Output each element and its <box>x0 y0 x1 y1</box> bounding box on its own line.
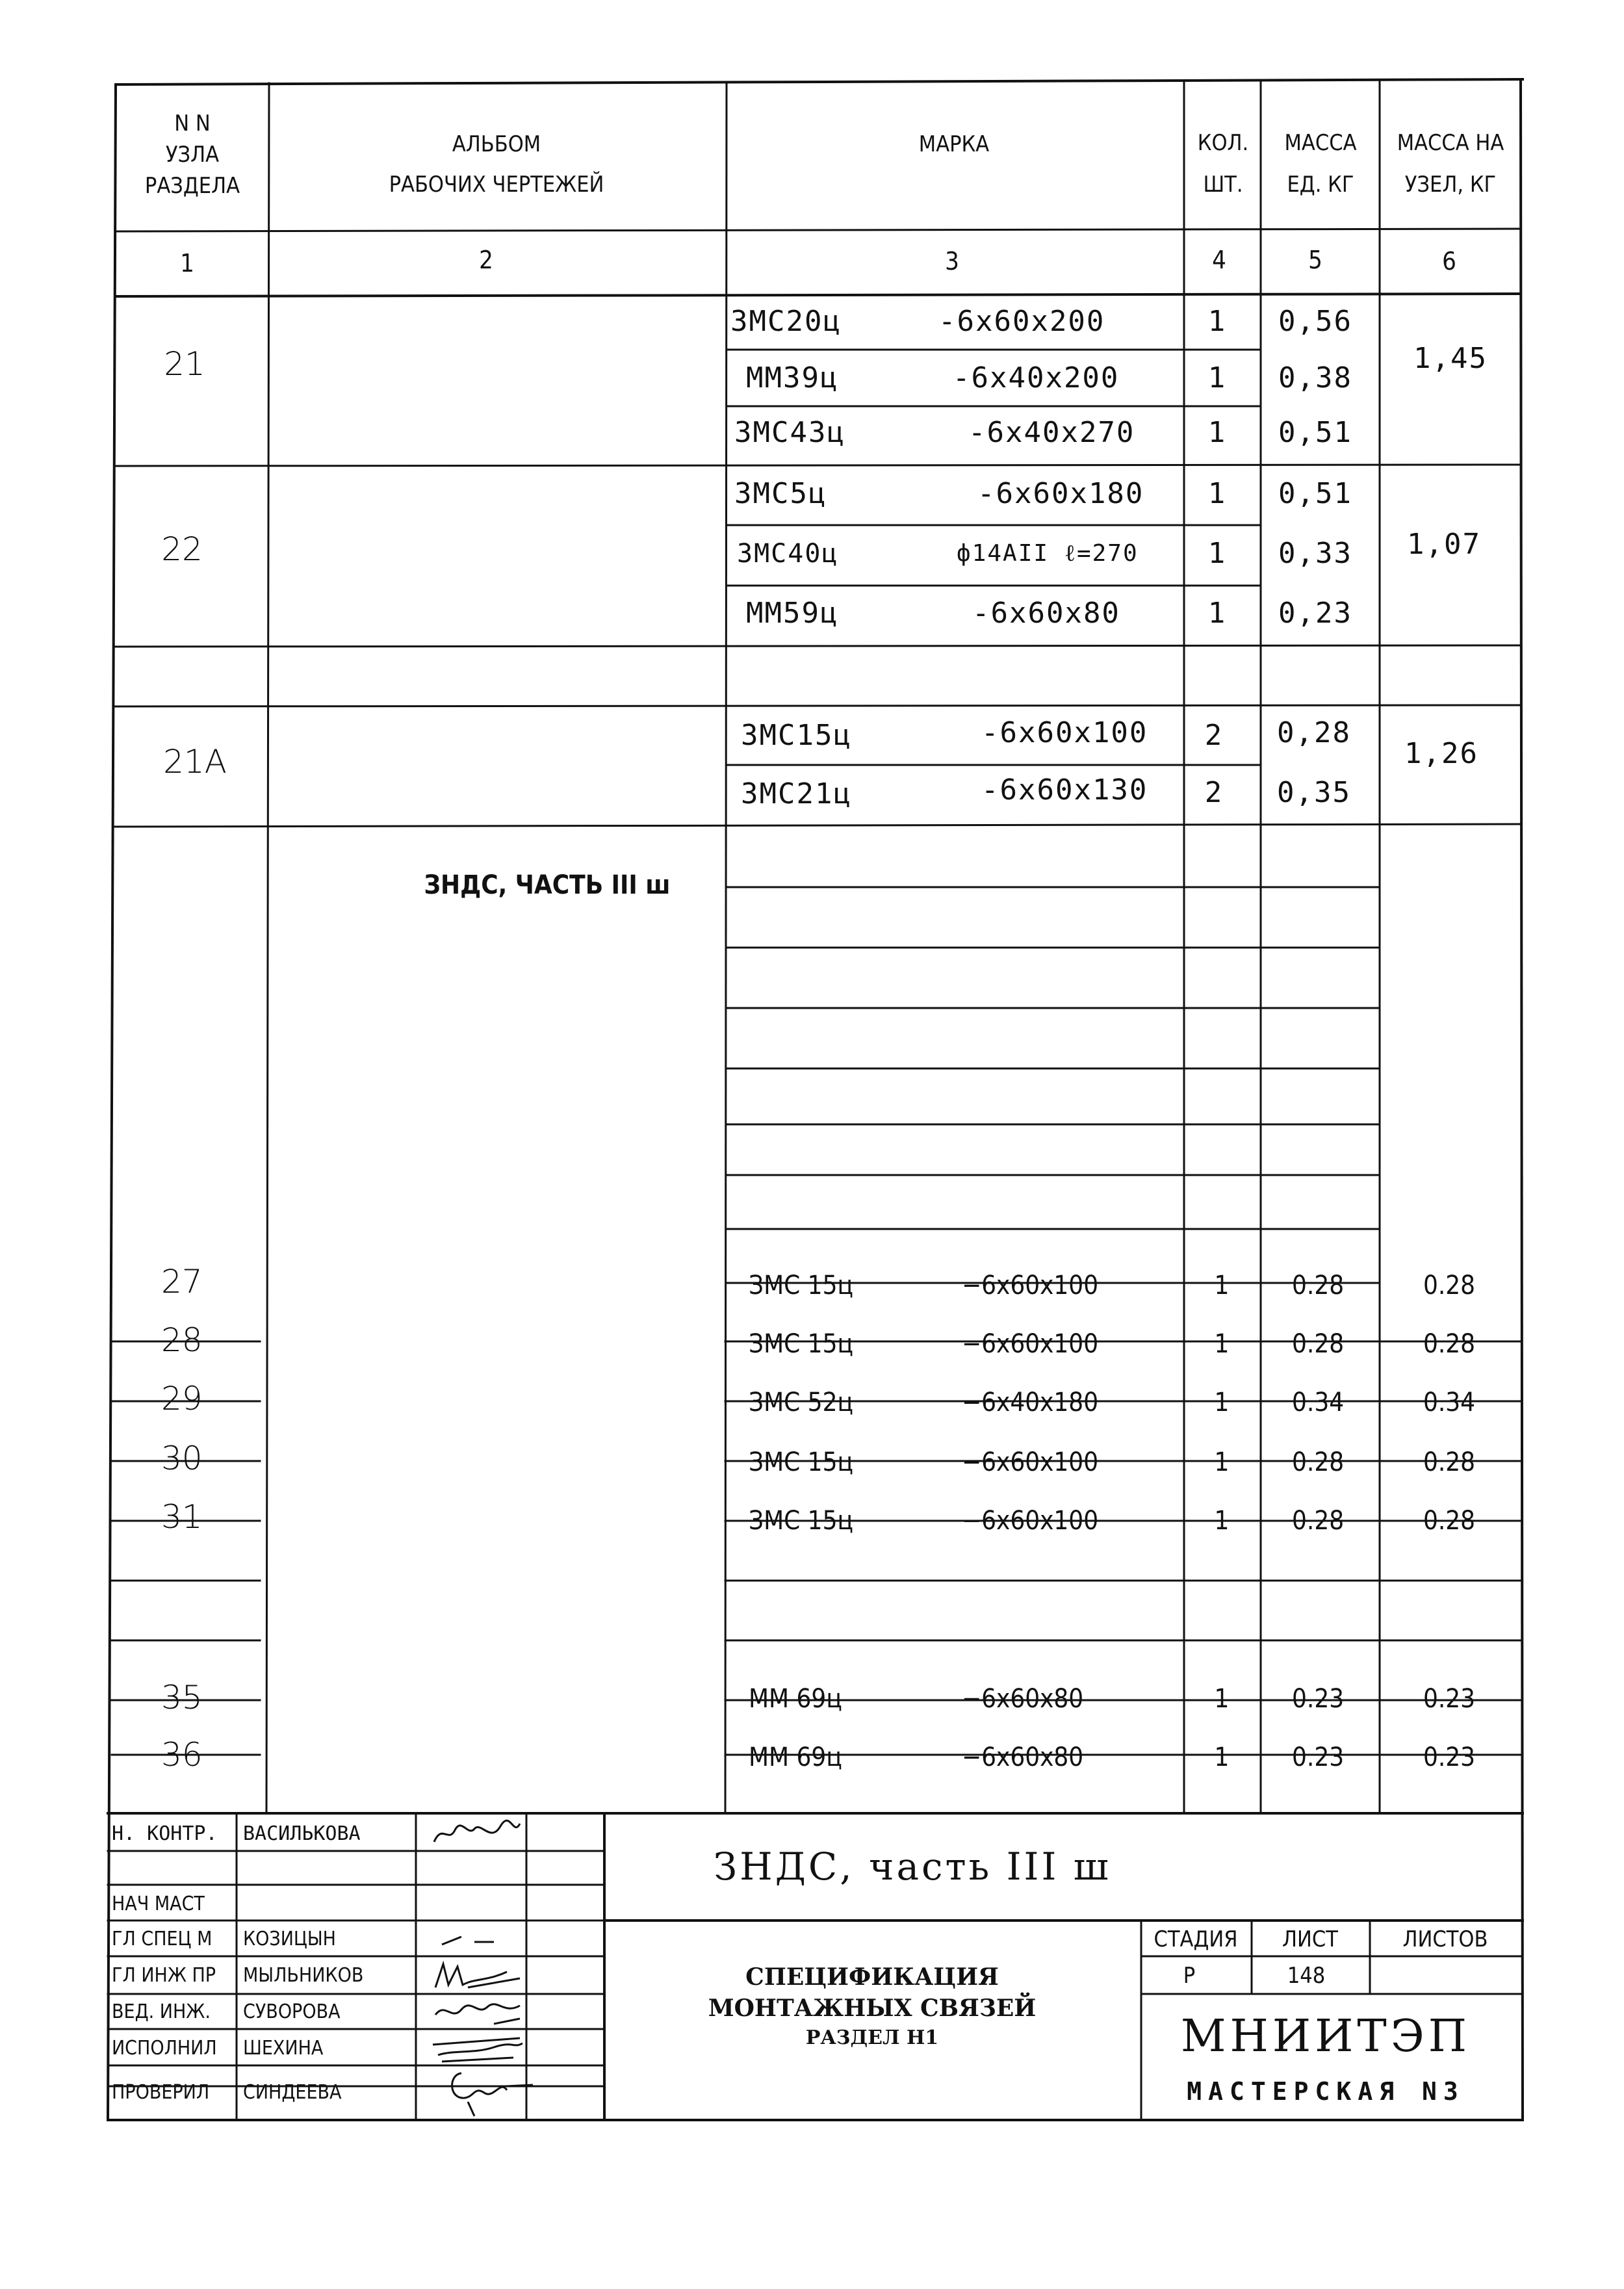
mass-cell: 0.34 <box>1292 1388 1345 1417</box>
header-col2-line1: АЛЬБОМ <box>452 131 541 157</box>
qty-cell: 1 <box>1207 305 1227 338</box>
mass-cell: 0,33 <box>1278 537 1352 570</box>
header-col1-line2: УЗЛА <box>165 142 220 168</box>
group-node-22: 22 <box>161 530 203 568</box>
role-name: ВАСИЛЬКОВА <box>243 1822 361 1845</box>
total-cell: 0.28 <box>1423 1271 1476 1300</box>
sheet-value: 148 <box>1287 1963 1326 1989</box>
qty-cell: 1 <box>1207 477 1227 510</box>
mark-cell: 3МС20ц <box>730 305 842 338</box>
qty-cell: 1 <box>1214 1684 1230 1714</box>
header-col2-line2: РАБОЧИХ ЧЕРТЕЖЕЙ <box>389 172 604 198</box>
size-cell: −6x60x100 <box>962 1506 1099 1536</box>
size-cell: -6x40x270 <box>968 416 1135 449</box>
mass-cell: 0.23 <box>1292 1742 1345 1772</box>
size-cell: −6x60x80 <box>962 1684 1084 1714</box>
size-cell: -6x60x180 <box>977 477 1144 510</box>
node-cell: 30 <box>161 1440 203 1477</box>
mark-cell: ЗМС 52ц <box>749 1388 853 1417</box>
workshop-name: МАСТЕРСКАЯ N3 <box>1187 2077 1465 2106</box>
group-total-22: 1,07 <box>1407 528 1481 561</box>
mark-cell: 3МС40ц <box>737 539 839 569</box>
mass-cell: 0,23 <box>1278 597 1352 630</box>
group-total-21a: 1,26 <box>1404 737 1478 770</box>
group-total-21: 1,45 <box>1413 342 1488 375</box>
qty-cell: 2 <box>1204 719 1224 752</box>
qty-cell: 1 <box>1207 597 1227 630</box>
mark-cell: ММ 69ц <box>749 1684 842 1714</box>
role-label: ИСПОЛНИЛ <box>112 2037 217 2060</box>
role-label: ВЕД. ИНЖ. <box>112 2000 211 2023</box>
mark-cell: ММ39ц <box>746 361 839 394</box>
sheet-label: ЛИСТ <box>1282 1926 1338 1952</box>
column-number-6: 6 <box>1442 247 1456 276</box>
project-name: ЗНДС, часть III ш <box>714 1844 1111 1889</box>
size-cell: -6x60x100 <box>981 716 1148 749</box>
header-col5-line2: ЕД. КГ <box>1287 172 1354 198</box>
mark-cell: 3МС15ц <box>741 719 852 752</box>
role-name: СУВОРОВА <box>243 2000 341 2023</box>
column-number-1: 1 <box>180 249 194 278</box>
header-col6-line1: МАССА НА <box>1397 130 1504 156</box>
mass-cell: 0,35 <box>1277 776 1351 809</box>
size-cell: ф14АII ℓ=270 <box>957 540 1139 567</box>
node-cell: 36 <box>161 1736 203 1774</box>
signature-sindeeva <box>429 2067 533 2119</box>
size-cell: −6x40x180 <box>962 1388 1099 1417</box>
total-cell: 0.28 <box>1423 1329 1476 1359</box>
stage-value: Р <box>1183 1963 1196 1989</box>
size-cell: -6x60x80 <box>972 597 1120 630</box>
qty-cell: 1 <box>1214 1388 1230 1417</box>
role-label: ПРОВЕРИЛ <box>112 2081 210 2104</box>
role-label: Н. КОНТР. <box>112 1822 218 1845</box>
signature-mylnikov <box>429 1959 526 1993</box>
total-cell: 0.23 <box>1423 1742 1476 1772</box>
total-cell: 0.23 <box>1423 1684 1476 1714</box>
size-cell: -6x40x200 <box>953 361 1120 394</box>
mark-cell: ММ59ц <box>746 597 839 630</box>
node-cell: 27 <box>161 1263 203 1300</box>
column-number-2: 2 <box>479 246 493 274</box>
group-node-21a: 21А <box>163 743 227 781</box>
role-label: ГЛ ИНЖ ПР <box>112 1964 216 1987</box>
header-col1-line3: РАЗДЕЛА <box>144 173 240 199</box>
size-cell: −6x60x100 <box>962 1329 1099 1359</box>
node-cell: 35 <box>161 1679 203 1716</box>
qty-cell: 1 <box>1207 416 1227 449</box>
signature-suvorova <box>429 1995 526 2028</box>
node-cell: 31 <box>161 1498 203 1536</box>
role-label: НАЧ МАСТ <box>112 1893 205 1915</box>
total-cell: 0.28 <box>1423 1506 1476 1536</box>
mass-cell: 0.28 <box>1292 1329 1345 1359</box>
qty-cell: 1 <box>1207 537 1227 570</box>
group-node-21: 21 <box>164 345 205 383</box>
column-number-4: 4 <box>1212 246 1226 274</box>
mark-cell: ЗМС 15ц <box>749 1271 853 1300</box>
document-title-line3: РАЗДЕЛ Н1 <box>805 2026 939 2049</box>
sheets-label: ЛИСТОВ <box>1402 1926 1488 1952</box>
size-cell: −6x60x80 <box>962 1742 1084 1772</box>
mass-cell: 0.23 <box>1292 1684 1345 1714</box>
total-cell: 0.34 <box>1423 1388 1476 1417</box>
mark-cell: ЗМС 15ц <box>749 1447 853 1477</box>
header-col3: МАРКА <box>918 131 990 157</box>
role-label: ГЛ СПЕЦ М <box>112 1928 213 1950</box>
mass-cell: 0,28 <box>1277 716 1351 749</box>
qty-cell: 1 <box>1214 1506 1230 1536</box>
header-col4-line1: КОЛ. <box>1197 130 1249 156</box>
mass-cell: 0.28 <box>1292 1271 1345 1300</box>
signature-vasilkova <box>429 1817 526 1850</box>
mass-cell: 0,56 <box>1278 305 1352 338</box>
node-cell: 29 <box>161 1380 203 1417</box>
total-cell: 0.28 <box>1423 1447 1476 1477</box>
mark-cell: 3МС5ц <box>734 477 827 510</box>
header-col5-line1: МАССА <box>1284 130 1357 156</box>
header-col6-line2: УЗЕЛ, КГ <box>1404 172 1497 198</box>
size-cell: -6x60x130 <box>981 773 1148 807</box>
column-number-5: 5 <box>1308 246 1322 274</box>
qty-cell: 1 <box>1207 361 1227 394</box>
header-col1-line1: N N <box>174 110 211 136</box>
qty-cell: 1 <box>1214 1271 1230 1300</box>
signature-shekhina <box>429 2032 526 2064</box>
document-title-line1: СПЕЦИФИКАЦИЯ <box>745 1963 999 1991</box>
organization-name: МНИИТЭП <box>1180 2011 1471 2062</box>
size-cell: −6x60x100 <box>962 1271 1099 1300</box>
mark-cell: ЗМС 15ц <box>749 1329 853 1359</box>
column-number-3: 3 <box>945 247 959 276</box>
qty-cell: 1 <box>1214 1742 1230 1772</box>
size-cell: -6x60x200 <box>938 305 1105 338</box>
qty-cell: 1 <box>1214 1329 1230 1359</box>
header-col4-line2: ШТ. <box>1203 172 1243 198</box>
mark-cell: ЗМС 15ц <box>749 1506 853 1536</box>
role-name: СИНДЕЕВА <box>243 2081 342 2104</box>
qty-cell: 2 <box>1204 776 1224 809</box>
qty-cell: 1 <box>1214 1447 1230 1477</box>
mass-cell: 0,51 <box>1278 416 1352 449</box>
role-name: КОЗИЦЫН <box>243 1928 336 1950</box>
stage-label: СТАДИЯ <box>1154 1926 1238 1952</box>
role-name: ШЕХИНА <box>243 2037 324 2060</box>
mass-cell: 0,51 <box>1278 477 1352 510</box>
album-name: ЗНДС, ЧАСТЬ III ш <box>424 870 671 900</box>
role-name: МЫЛЬНИКОВ <box>243 1964 364 1987</box>
mark-cell: ММ 69ц <box>749 1742 842 1772</box>
mass-cell: 0.28 <box>1292 1447 1345 1477</box>
mass-cell: 0,38 <box>1278 361 1352 394</box>
mark-cell: 3МС21ц <box>741 777 852 810</box>
signature-kozitsyn <box>429 1922 526 1955</box>
node-cell: 28 <box>161 1321 203 1359</box>
document-title-line2: МОНТАЖНЫХ СВЯЗЕЙ <box>708 1995 1037 2022</box>
mass-cell: 0.28 <box>1292 1506 1345 1536</box>
mark-cell: 3МС43ц <box>734 416 845 449</box>
size-cell: −6x60x100 <box>962 1447 1099 1477</box>
